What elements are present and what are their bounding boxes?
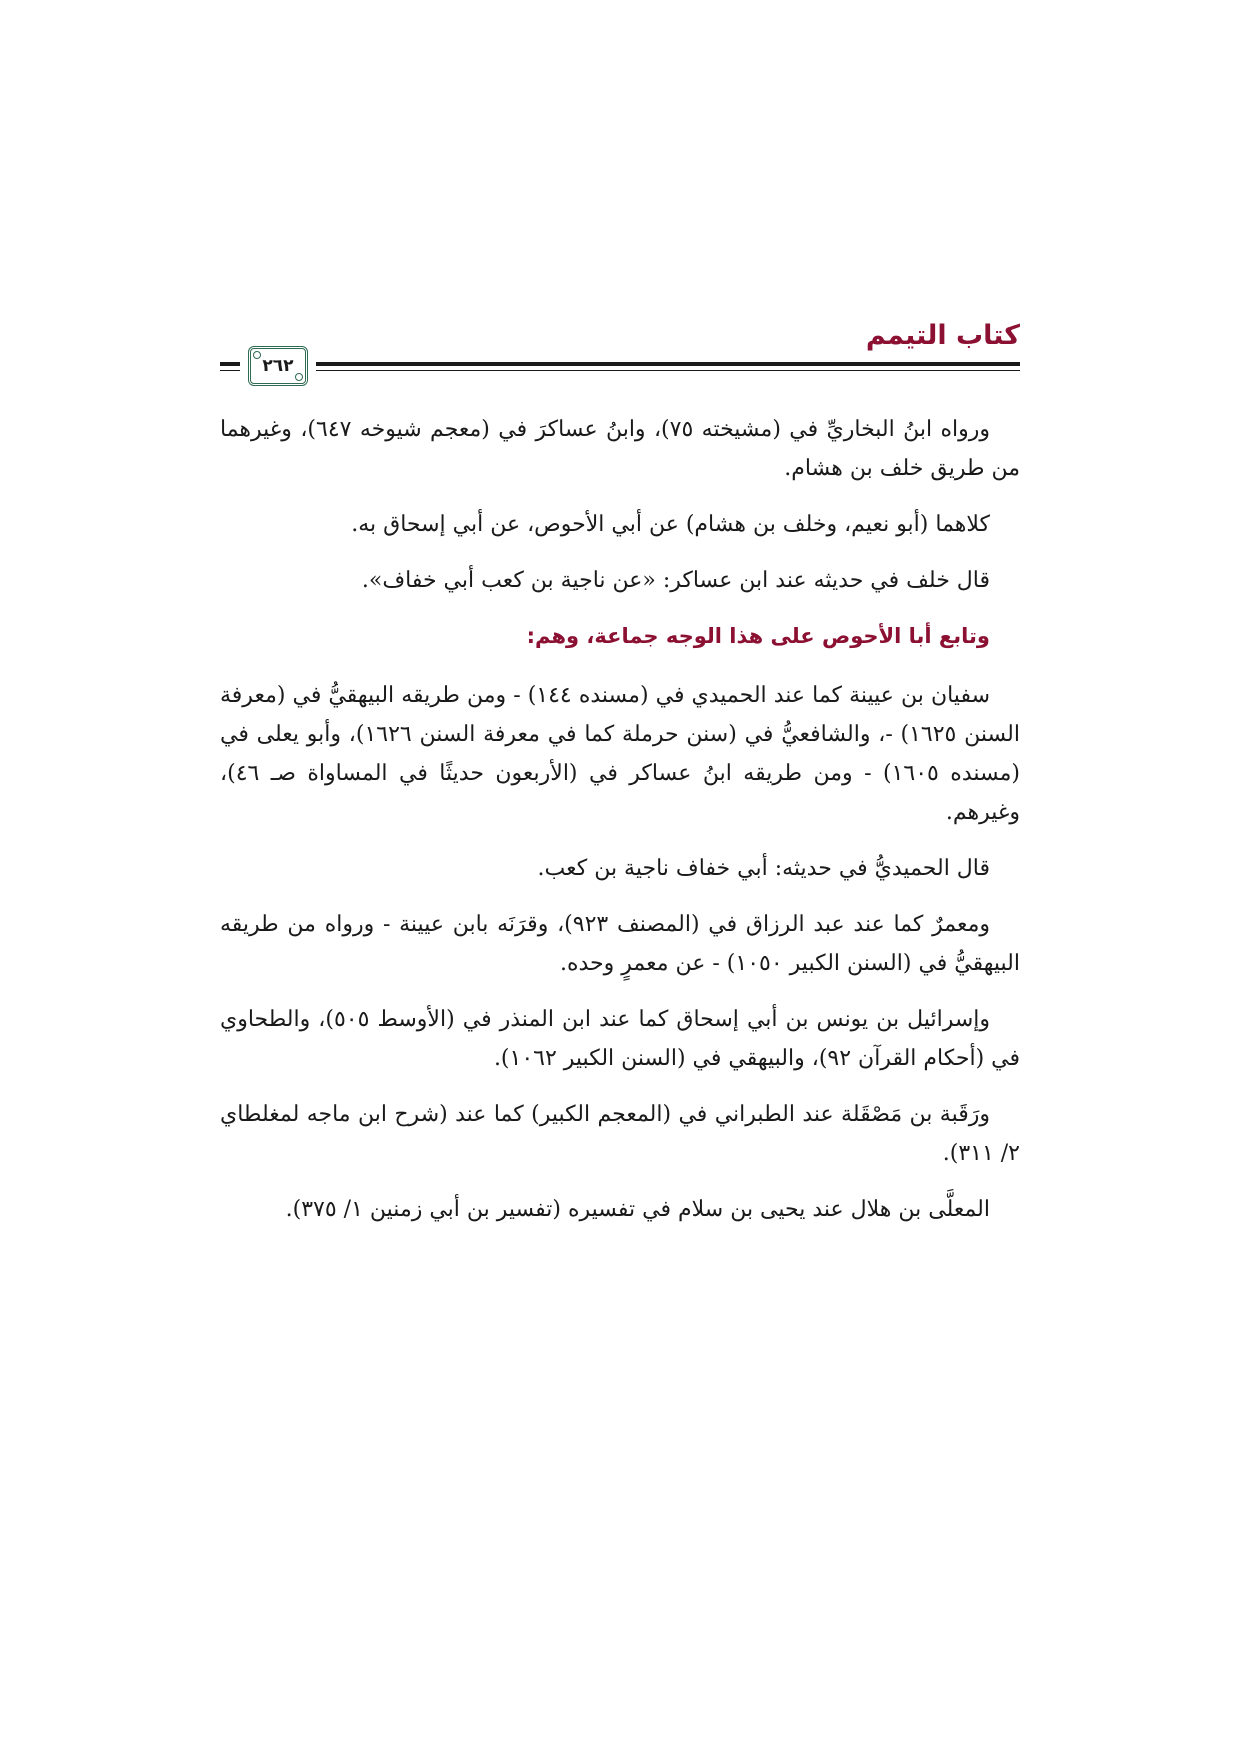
header-rule-thin bbox=[220, 370, 1020, 371]
paragraph: ورَقَبة بن مَصْقَلة عند الطبراني في (المعجم الكبير) كما عند (شرح ابن ماجه لمغلطاي ٢/ ٣١١). bbox=[220, 1102, 1020, 1166]
page-body bbox=[220, 410, 1020, 1246]
header-rule-thick bbox=[220, 362, 1020, 366]
paragraph: سفيان بن عيينة كما عند الحميدي في (مسنده ١٤٤) - ومن طريقه البيهقيُّ في (معرفة السنن ١٦٢٥) -، والشافعيُّ في (سنن حرملة كما في معرفة السنن ١٦٢٦)، وأبو يعلى في (مسنده ١٦٠٥) - ومن طريقه ابنُ عساكر في (الأربعون حديثًا في المساواة صـ ٤٦)، وغيرهم. bbox=[220, 683, 1021, 825]
page-header bbox=[220, 310, 1020, 390]
book-title: كتاب التيمم bbox=[865, 320, 1020, 351]
paragraph: قال الحميديُّ في حديثه: أبي خفاف ناجية بن كعب. bbox=[537, 856, 990, 881]
paragraph: ومعمرٌ كما عند عبد الرزاق في (المصنف ٩٢٣)، وقرَنَه بابن عيينة - ورواه من طريقه البيهقيُّ في (السنن الكبير ١٠٥٠) - عن معمرٍ وحده. bbox=[220, 912, 1020, 976]
page-number: ٢٦٢ bbox=[262, 356, 294, 376]
paragraph: قال خلف في حديثه عند ابن عساكر: «عن ناجية بن كعب أبي خفاف». bbox=[361, 568, 990, 593]
paragraph: وإسرائيل بن يونس بن أبي إسحاق كما عند ابن المنذر في (الأوسط ٥٠٥)، والطحاوي في (أحكام القرآن ٩٢)، والبيهقي في (السنن الكبير ١٠٦٢). bbox=[220, 1007, 1020, 1071]
paragraph: ورواه ابنُ البخاريِّ في (مشيخته ٧٥)، وابنُ عساكرَ في (معجم شيوخه ٦٤٧)، وغيرهما من طريق خلف بن هشام. bbox=[220, 417, 1020, 481]
page-number-badge bbox=[248, 346, 308, 386]
paragraph: المعلَّى بن هلال عند يحيى بن سلام في تفسيره (تفسير بن أبي زمنين ١/ ٣٧٥). bbox=[285, 1197, 990, 1222]
section-heading: وتابع أبا الأحوص على هذا الوجه جماعة، وهم: bbox=[526, 624, 990, 648]
paragraph: كلاهما (أبو نعيم، وخلف بن هشام) عن أبي الأحوص، عن أبي إسحاق به. bbox=[351, 512, 990, 537]
